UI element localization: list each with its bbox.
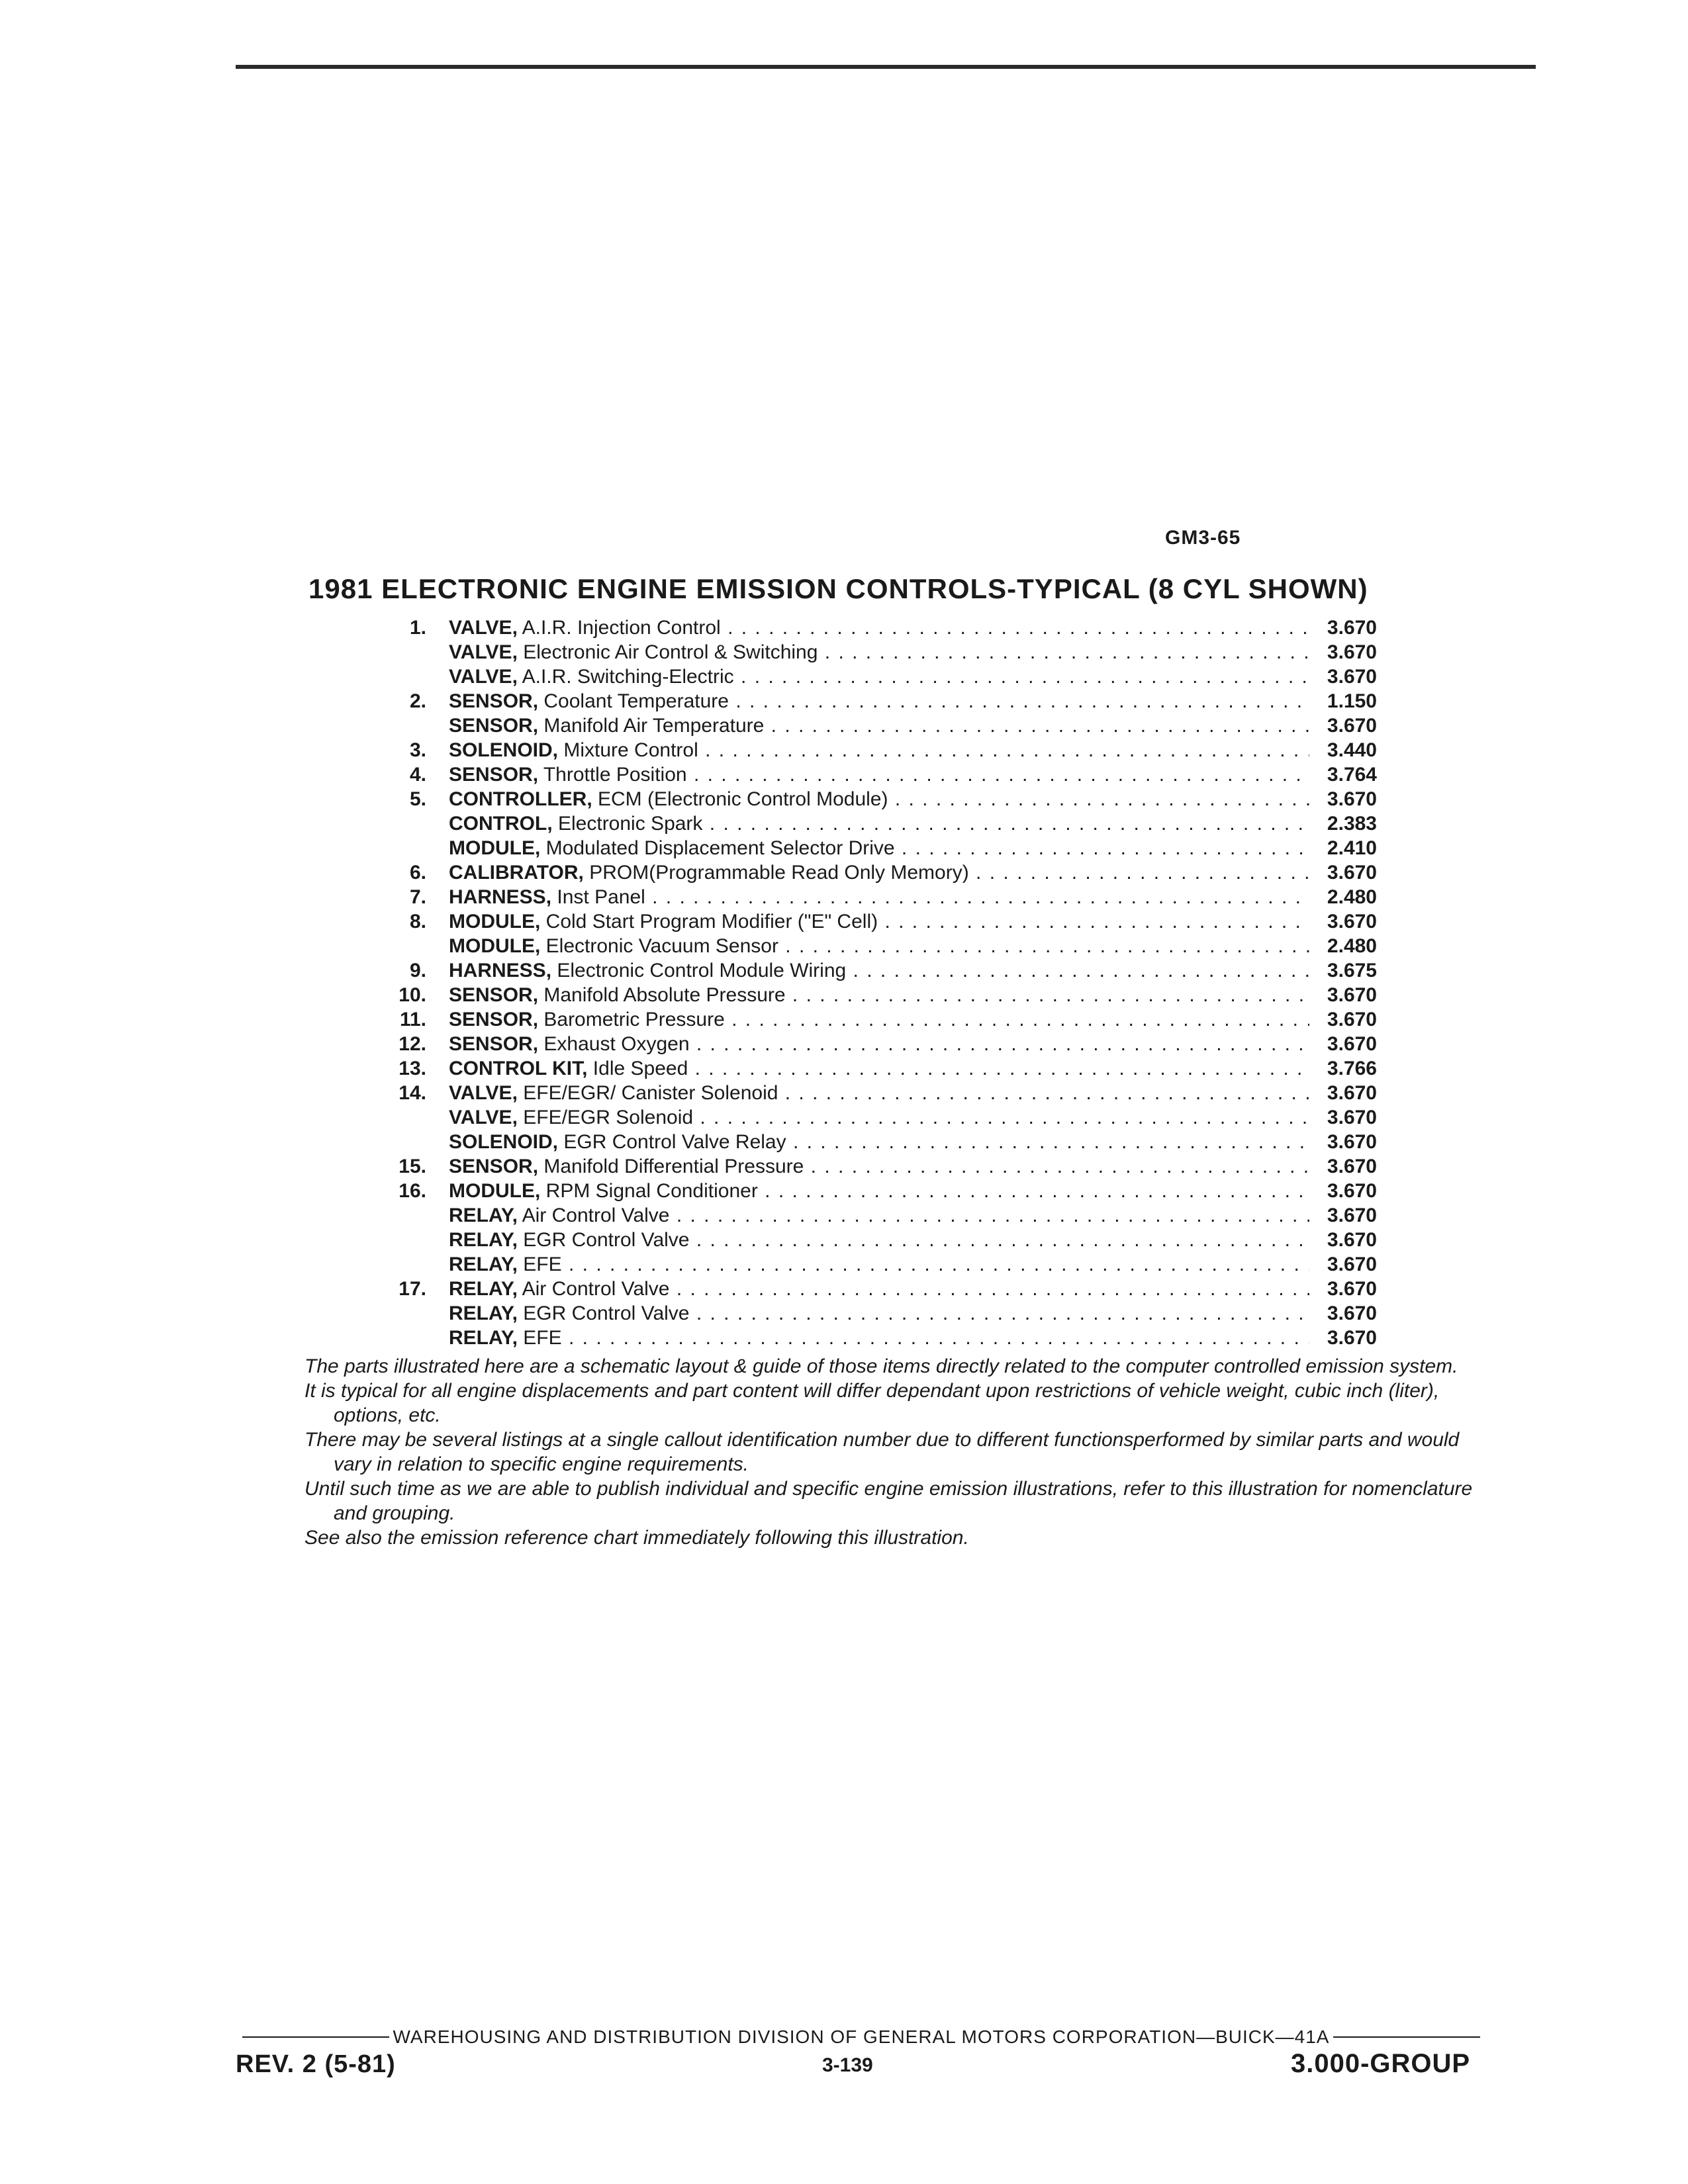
callout-number: 12.	[399, 1033, 426, 1055]
callout-number: 8.	[409, 911, 426, 933]
part-row	[371, 860, 1377, 885]
callout-number: 2.	[409, 690, 426, 712]
page-number: 3-139	[822, 2054, 873, 2076]
part-name: VALVE,	[449, 1107, 518, 1128]
group-number: 2.480	[1327, 886, 1377, 908]
part-description	[449, 1301, 1309, 1326]
note-paragraph: Until such time as we are able to publish individual and specific engine emission illustrations, refer to this illustration for nomenclature and grouping.	[305, 1478, 1473, 1524]
part-detail: EFE	[523, 1327, 562, 1349]
callout-number: 15.	[399, 1156, 426, 1177]
part-detail: Modulated Displacement Selector Drive	[545, 837, 895, 859]
callout-number: 9.	[409, 960, 426, 981]
group-number: 3.670	[1327, 1278, 1377, 1300]
part-name: CONTROLLER,	[449, 788, 592, 810]
part-detail: Air Control Valve	[522, 1205, 670, 1226]
note-paragraph: See also the emission reference chart immediately following this illustration.	[305, 1527, 969, 1549]
note-paragraph: There may be several listings at a single callout identification number due to different functionsperformed by similar parts and would vary in relation to specific engine requirements.	[305, 1429, 1460, 1475]
part-description	[449, 934, 1309, 958]
group-number: 2.480	[1327, 935, 1377, 957]
part-detail: RPM Signal Conditioner	[545, 1180, 758, 1202]
callout-number: 3.	[409, 739, 426, 761]
part-row	[371, 983, 1377, 1007]
part-description	[449, 836, 1309, 860]
part-description	[449, 664, 1309, 689]
part-detail: Inst Panel	[557, 886, 645, 908]
part-row	[371, 1301, 1377, 1326]
part-name: SENSOR,	[449, 1009, 539, 1030]
part-row	[371, 787, 1377, 811]
part-name: RELAY,	[449, 1327, 518, 1349]
callout-number: 13.	[399, 1058, 426, 1079]
part-description	[449, 1105, 1309, 1130]
part-description	[449, 811, 1309, 836]
group-number: 3.670	[1327, 1156, 1377, 1177]
part-row	[371, 1203, 1377, 1228]
group-number: 3.670	[1327, 1302, 1377, 1324]
revision-label: REV. 2 (5-81)	[236, 2050, 396, 2078]
notes-section	[305, 1354, 1489, 1550]
part-description	[449, 787, 1309, 811]
part-name: RELAY,	[449, 1253, 518, 1275]
group-number: 3.670	[1327, 715, 1377, 737]
callout-number: 7.	[409, 886, 426, 908]
part-description	[449, 615, 1309, 640]
group-number: 3.670	[1327, 1131, 1377, 1153]
part-row	[371, 1252, 1377, 1277]
footer-division-text: WAREHOUSING AND DISTRIBUTION DIVISION OF GENERAL MOTORS CORPORATION—BUICK—41A	[393, 2026, 1330, 2047]
callout-number: 14.	[399, 1082, 426, 1104]
part-description	[449, 713, 1309, 738]
part-detail: Manifold Air Temperature	[543, 715, 765, 737]
part-row	[371, 1081, 1377, 1105]
part-row	[371, 836, 1377, 860]
part-detail: A.I.R. Switching-Electric	[522, 666, 734, 688]
part-description	[449, 1179, 1309, 1203]
part-name: VALVE,	[449, 666, 518, 688]
part-name: CALIBRATOR,	[449, 862, 584, 884]
part-name: SOLENOID,	[449, 739, 559, 761]
parts-list	[371, 615, 1377, 1350]
part-description	[449, 885, 1309, 909]
part-row	[371, 738, 1377, 762]
footer-dash-right	[1333, 2036, 1480, 2038]
part-detail: Air Control Valve	[522, 1278, 670, 1300]
part-detail: EFE	[523, 1253, 562, 1275]
part-name: VALVE,	[449, 641, 518, 663]
part-name: MODULE,	[449, 837, 541, 859]
callout-number: 6.	[409, 862, 426, 884]
part-row	[371, 909, 1377, 934]
part-detail: Electronic Spark	[558, 813, 703, 835]
note-paragraph: It is typical for all engine displacements and part content will differ dependant upon restrictions of vehicle weight, cubic inch (liter), options, etc.	[305, 1380, 1440, 1426]
part-name: SENSOR,	[449, 1156, 539, 1177]
part-detail: Manifold Absolute Pressure	[543, 984, 786, 1006]
part-detail: Exhaust Oxygen	[543, 1033, 690, 1055]
part-description	[449, 1032, 1309, 1056]
part-row	[371, 1007, 1377, 1032]
group-number: 3.670	[1327, 1229, 1377, 1251]
part-description	[449, 1007, 1309, 1032]
page-title: 1981 ELECTRONIC ENGINE EMISSION CONTROLS-TYPICAL (8 CYL SHOWN)	[308, 573, 1368, 604]
callout-number: 10.	[399, 984, 426, 1006]
part-name: MODULE,	[449, 1180, 541, 1202]
part-description	[449, 689, 1309, 713]
part-row	[371, 615, 1377, 640]
part-name: SENSOR,	[449, 764, 539, 786]
group-number: 3.670	[1327, 1180, 1377, 1202]
group-number: 2.383	[1327, 813, 1377, 835]
group-number: 3.440	[1327, 739, 1377, 761]
part-row	[371, 1154, 1377, 1179]
part-description	[449, 1277, 1309, 1301]
part-name: VALVE,	[449, 617, 518, 639]
callout-number: 4.	[409, 764, 426, 786]
part-name: SENSOR,	[449, 715, 539, 737]
group-number: 3.670	[1327, 1253, 1377, 1275]
footer-line	[242, 2026, 1480, 2048]
group-number: 1.150	[1327, 690, 1377, 712]
group-number: 3.670	[1327, 1107, 1377, 1128]
part-detail: Electronic Air Control & Switching	[523, 641, 818, 663]
part-detail: Idle Speed	[592, 1058, 688, 1079]
footer-dash-left	[242, 2036, 389, 2038]
part-row	[371, 1179, 1377, 1203]
catalog-code: GM3-65	[1165, 527, 1241, 549]
part-detail: Coolant Temperature	[543, 690, 729, 712]
part-detail: ECM (Electronic Control Module)	[598, 788, 888, 810]
part-name: HARNESS,	[449, 960, 552, 981]
group-number: 3.670	[1327, 1009, 1377, 1030]
part-detail: Cold Start Program Modifier ("E" Cell)	[545, 911, 878, 933]
part-description	[449, 909, 1309, 934]
part-description	[449, 1154, 1309, 1179]
part-row	[371, 1105, 1377, 1130]
part-description	[449, 1252, 1309, 1277]
part-detail: A.I.R. Injection Control	[522, 617, 721, 639]
part-description	[449, 1081, 1309, 1105]
part-detail: Electronic Control Module Wiring	[557, 960, 847, 981]
group-number: 3.766	[1327, 1058, 1377, 1079]
part-row	[371, 1277, 1377, 1301]
part-name: SOLENOID,	[449, 1131, 559, 1153]
part-detail: Electronic Vacuum Sensor	[545, 935, 778, 957]
part-name: RELAY,	[449, 1205, 518, 1226]
part-name: MODULE,	[449, 911, 541, 933]
part-name: RELAY,	[449, 1302, 518, 1324]
part-name: HARNESS,	[449, 886, 552, 908]
group-number: 3.670	[1327, 862, 1377, 884]
part-row	[371, 762, 1377, 787]
part-detail: Barometric Pressure	[543, 1009, 725, 1030]
part-name: VALVE,	[449, 1082, 518, 1104]
group-number: 3.670	[1327, 617, 1377, 639]
callout-number: 17.	[399, 1278, 426, 1300]
part-detail: EFE/EGR/ Canister Solenoid	[523, 1082, 778, 1104]
part-row	[371, 1130, 1377, 1154]
group-label: 3.000-GROUP	[1291, 2049, 1471, 2078]
group-number: 3.764	[1327, 764, 1377, 786]
part-detail: PROM(Programmable Read Only Memory)	[589, 862, 969, 884]
part-detail: Manifold Differential Pressure	[543, 1156, 804, 1177]
part-name: CONTROL,	[449, 813, 553, 835]
part-detail: EGR Control Valve	[523, 1302, 690, 1324]
part-detail: EGR Control Valve Relay	[563, 1131, 786, 1153]
part-name: RELAY,	[449, 1229, 518, 1251]
part-detail: Throttle Position	[543, 764, 687, 786]
part-description	[449, 1130, 1309, 1154]
part-row	[371, 958, 1377, 983]
part-row	[371, 1032, 1377, 1056]
top-rule	[236, 65, 1536, 69]
part-name: RELAY,	[449, 1278, 518, 1300]
part-row	[371, 713, 1377, 738]
part-name: SENSOR,	[449, 984, 539, 1006]
group-number: 2.410	[1327, 837, 1377, 859]
group-number: 3.670	[1327, 1033, 1377, 1055]
part-row	[371, 1228, 1377, 1252]
part-description	[449, 860, 1309, 885]
part-row	[371, 811, 1377, 836]
group-number: 3.670	[1327, 1082, 1377, 1104]
part-name: SENSOR,	[449, 690, 539, 712]
callout-number: 1.	[409, 617, 426, 639]
part-description	[449, 983, 1309, 1007]
group-number: 3.670	[1327, 641, 1377, 663]
group-number: 3.670	[1327, 1205, 1377, 1226]
part-detail: EGR Control Valve	[523, 1229, 690, 1251]
part-description	[449, 640, 1309, 664]
part-description	[449, 738, 1309, 762]
part-description	[449, 762, 1309, 787]
part-row	[371, 885, 1377, 909]
part-row	[371, 934, 1377, 958]
part-description	[449, 1228, 1309, 1252]
part-description	[449, 958, 1309, 983]
part-description	[449, 1056, 1309, 1081]
part-row	[371, 664, 1377, 689]
part-detail: EFE/EGR Solenoid	[523, 1107, 694, 1128]
part-detail: Mixture Control	[563, 739, 698, 761]
note-paragraph: The parts illustrated here are a schematic layout & guide of those items directly related to the computer controlled emission system.	[305, 1355, 1458, 1377]
part-row	[371, 640, 1377, 664]
callout-number: 11.	[399, 1009, 426, 1030]
part-name: MODULE,	[449, 935, 541, 957]
part-row	[371, 689, 1377, 713]
group-number: 3.670	[1327, 1327, 1377, 1349]
group-number: 3.670	[1327, 984, 1377, 1006]
group-number: 3.670	[1327, 666, 1377, 688]
group-number: 3.670	[1327, 911, 1377, 933]
group-number: 3.675	[1327, 960, 1377, 981]
part-name: SENSOR,	[449, 1033, 539, 1055]
group-number: 3.670	[1327, 788, 1377, 810]
part-row	[371, 1326, 1377, 1350]
part-row	[371, 1056, 1377, 1081]
callout-number: 16.	[399, 1180, 426, 1202]
part-description	[449, 1203, 1309, 1228]
callout-number: 5.	[409, 788, 426, 810]
part-name: CONTROL KIT,	[449, 1058, 588, 1079]
part-description	[449, 1326, 1309, 1350]
